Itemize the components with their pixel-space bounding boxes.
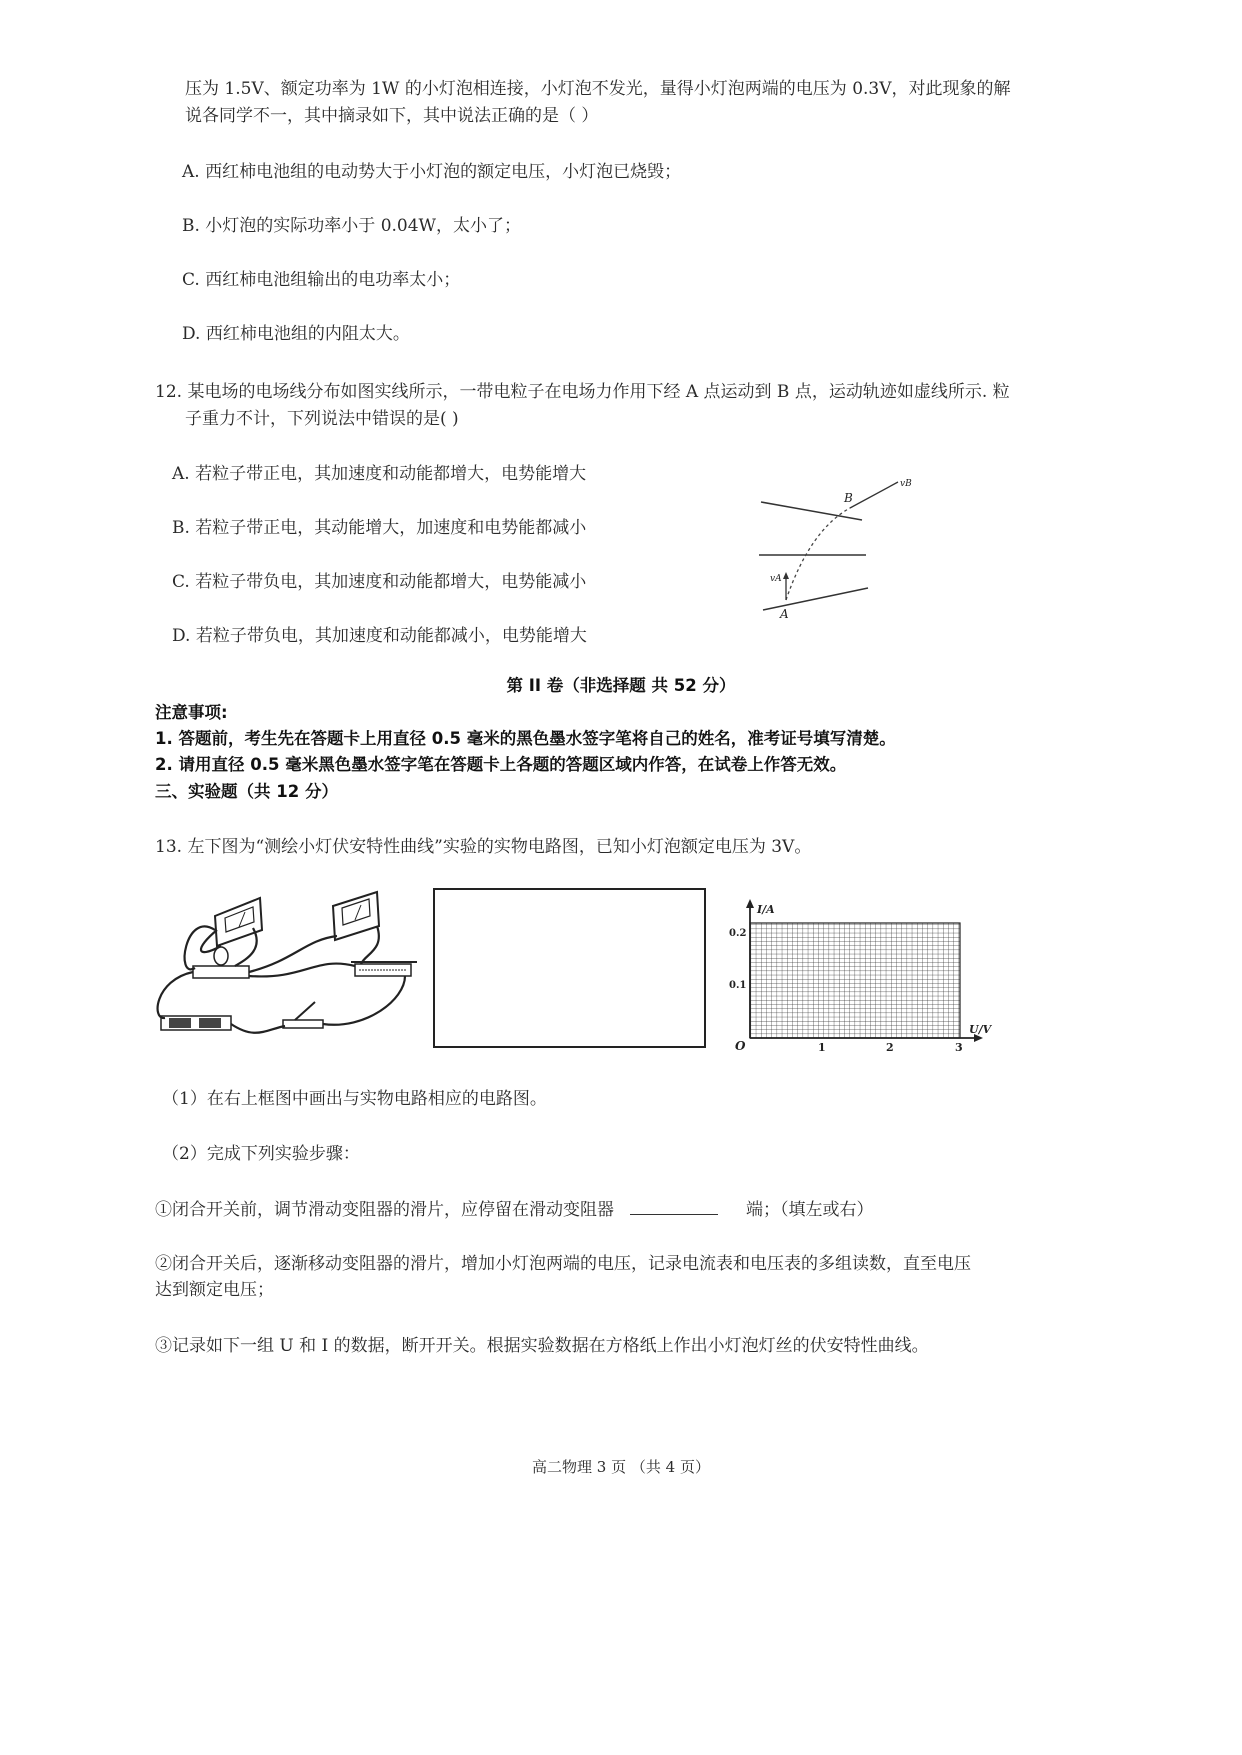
x-tick-2: 2 — [886, 1041, 894, 1054]
physical-circuit-figure — [155, 890, 425, 1050]
q13-stem: 13. 左下图为“测绘小灯伏安特性曲线”实验的实物电路图，已知小灯泡额定电压为 3V。 — [155, 837, 812, 857]
y-axis-label: I/A — [757, 903, 775, 916]
y-axis-arrow — [746, 899, 754, 908]
velocity-b-arrow — [850, 482, 898, 508]
q12-option-a: A. 若粒子带正电，其加速度和动能都增大，电势能增大 — [172, 464, 587, 484]
origin-label: O — [735, 1039, 746, 1053]
trajectory-dashed — [786, 508, 850, 600]
q12-line2: 子重力不计，下列说法中错误的是( ) — [185, 409, 459, 429]
x-axis-label: U/V — [969, 1023, 992, 1036]
q13-step3: ③记录如下一组 U 和 I 的数据，断开开关。根据实验数据在方格纸上作出小灯泡灯丝的伏安特性曲线。 — [155, 1336, 929, 1356]
y-tick-0.1: 0.1 — [729, 980, 747, 991]
q12-option-c: C. 若粒子带负电，其加速度和动能都增大，电势能减小 — [172, 572, 587, 592]
q11-option-d: D. 西红柿电池组的内阻太大。 — [182, 324, 410, 344]
rheostat-icon — [351, 962, 417, 976]
section3-heading: 三、实验题（共 12 分） — [155, 782, 338, 801]
q13-part2: （2）完成下列实验步骤： — [162, 1144, 360, 1164]
q13-step1 — [155, 1196, 874, 1223]
ammeter-icon — [215, 898, 262, 946]
field-line-figure — [750, 480, 910, 630]
x-tick-1: 1 — [818, 1041, 826, 1054]
battery-icon — [161, 1016, 231, 1030]
switch-icon — [283, 1002, 323, 1028]
q11-option-b: B. 小灯泡的实际功率小于 0.04W，太小了； — [182, 216, 522, 236]
q13-part1: （1）在右上框图中画出与实物电路相应的电路图。 — [162, 1089, 547, 1109]
notice-1: 1. 答题前，考生先在答题卡上用直径 0.5 毫米的黑色墨水签字笔将自己的姓名，准考证号填写清楚。 — [155, 729, 896, 748]
q12-line1: 12. 某电场的电场线分布如图实线所示，一带电粒子在电场力作用下经 A 点运动到 B 点，运动轨迹如虚线所示. 粒 — [155, 382, 1010, 402]
circuit-diagram-answer-box — [433, 888, 706, 1048]
q12-option-d: D. 若粒子带负电，其加速度和动能都减小，电势能增大 — [172, 626, 587, 646]
q13-step2-line2: 达到额定电压； — [155, 1280, 274, 1300]
q11-option-a: A. 西红柿电池组的电动势大于小灯泡的额定电压，小灯泡已烧毁； — [182, 162, 682, 182]
label-va: vA — [770, 574, 782, 584]
field-line-bottom — [763, 588, 868, 610]
q13-step1-answer-blank[interactable] — [630, 1196, 718, 1215]
grid-paper — [750, 923, 960, 1038]
notice-heading: 注意事项: — [155, 703, 228, 722]
voltmeter-icon — [333, 892, 379, 940]
q13-step2-line1: ②闭合开关后，逐渐移动变阻器的滑片，增加小灯泡两端的电压，记录电流表和电压表的多组读数，直至电压 — [155, 1254, 971, 1274]
q11-line2: 说各同学不一，其中摘录如下，其中说法正确的是（ ） — [185, 106, 599, 126]
iu-graph — [729, 895, 995, 1065]
label-a: A — [780, 607, 789, 621]
page-footer: 高二物理 3 页 （共 4 页） — [532, 1458, 710, 1476]
q12-option-b: B. 若粒子带正电，其动能增大，加速度和电势能都减小 — [172, 518, 587, 538]
velocity-a-arrowhead — [783, 572, 789, 579]
q13-step1-suffix: 端；（填左或右） — [746, 1200, 874, 1220]
x-tick-3: 3 — [955, 1041, 963, 1054]
label-vb: vB — [900, 479, 912, 489]
q13-step1-text: ①闭合开关前，调节滑动变阻器的滑片，应停留在滑动变阻器 — [155, 1200, 614, 1220]
y-tick-0.2: 0.2 — [729, 928, 747, 939]
label-b: B — [844, 491, 853, 505]
section2-title: 第 II 卷（非选择题 共 52 分） — [506, 676, 736, 695]
q11-option-c: C. 西红柿电池组输出的电功率太小； — [182, 270, 461, 290]
q11-line1: 压为 1.5V、额定功率为 1W 的小灯泡相连接，小灯泡不发光，量得小灯泡两端的电压为 0.3V，对此现象的解 — [185, 79, 1011, 99]
notice-2: 2. 请用直径 0.5 毫米黑色墨水签字笔在答题卡上各题的答题区域内作答，在试卷上作答无效。 — [155, 755, 847, 774]
